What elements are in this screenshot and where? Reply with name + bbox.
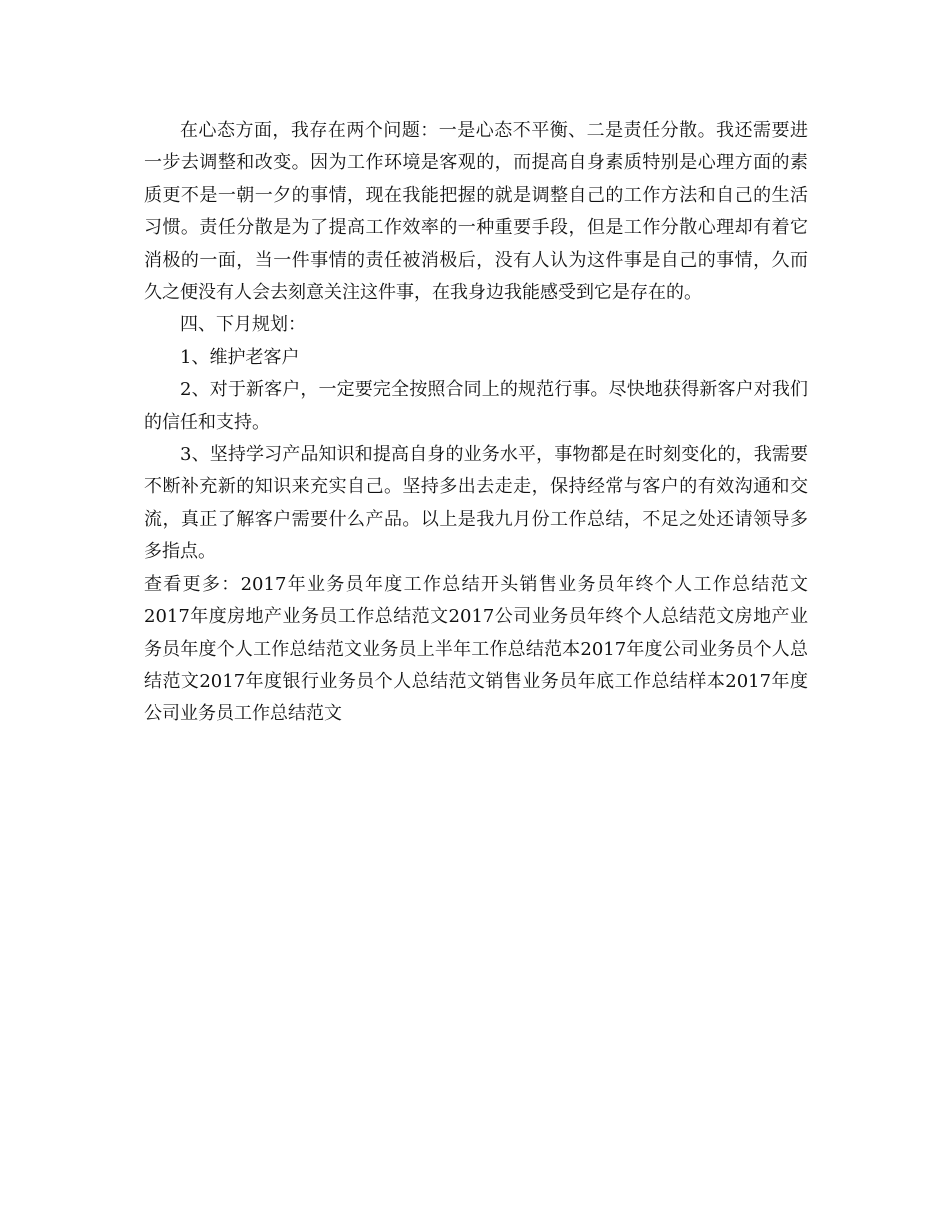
plan-item-2: 2、对于新客户，一定要完全按照合同上的规范行事。尽快地获得新客户对我们的信任和支持。 xyxy=(144,379,808,433)
paragraph-mindset: 在心态方面，我存在两个问题：一是心态不平衡、二是责任分散。我还需要进一步去调整和改变。因为工作环境是客观的，而提高自身素质特别是心理方面的素质更不是一朝一夕的事情，现在我能把握的就是调整自己的工作方法和自己的生活习惯。责任分散是为了提高工作效率的一种重要手段，但是工作分散心理却有着它消极的一面，当一件事情的责任被消极后，没有人认为这件事是自己的事情，久而久之便没有人会去刻意关注这件事，在我身边我能感受到它是存在的。 xyxy=(144,120,808,304)
plan-item-3: 3、坚持学习产品知识和提高自身的业务水平，事物都是在时刻变化的，我需要不断补充新的知识来充实自己。坚持多出去走走，保持经常与客户的有效沟通和交流，真正了解客户需要什么产品。以上是我九月份工作总结，不足之处还请领导多多指点。 xyxy=(144,444,808,563)
section-heading-next-month-plan: 四、下月规划： xyxy=(180,314,306,336)
plan-item-1: 1、维护老客户 xyxy=(180,346,300,368)
document-body xyxy=(144,115,808,731)
see-more-links[interactable]: 查看更多：2017年业务员年度工作总结开头销售业务员年终个人工作总结范文2017年度房地产业务员工作总结范文2017公司业务员年终个人总结范文房地产业务员年度个人工作总结范文业务员上半年工作总结范本2017年度公司业务员个人总结范文2017年度银行业务员个人总结范文销售业务员年底工作总结样本2017年度公司业务员工作总结范文 xyxy=(144,573,808,725)
